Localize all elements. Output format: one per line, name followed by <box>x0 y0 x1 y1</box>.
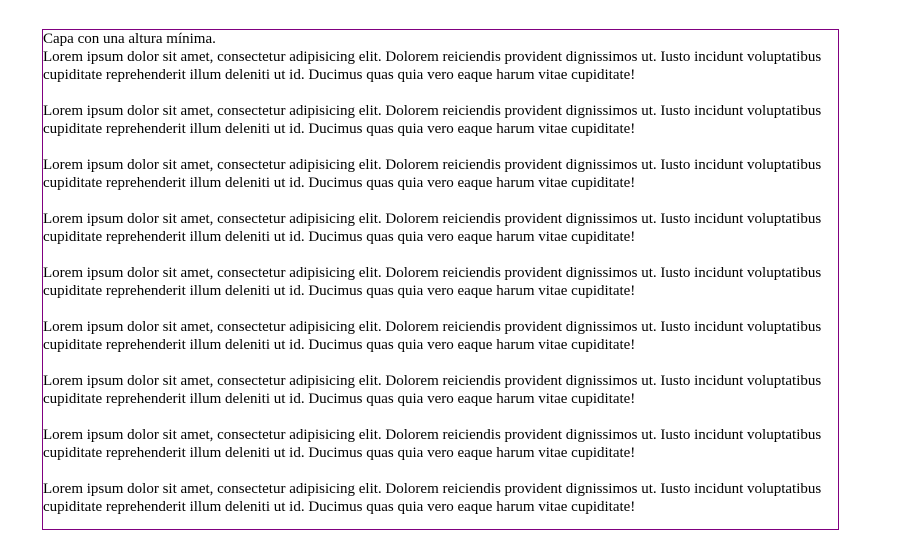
box-title: Capa con una altura mínima. <box>43 31 216 47</box>
min-height-box <box>42 29 839 530</box>
lorem-paragraph: Lorem ipsum dolor sit amet, consectetur adipisicing elit. Dolorem reiciendis provident dignissimos ut. Iusto incidunt voluptatibus cupiditate reprehenderit illum deleniti ut id. Ducimus quas quia vero eaque harum vitae cupiditate! <box>43 373 822 407</box>
lorem-paragraph: Lorem ipsum dolor sit amet, consectetur adipisicing elit. Dolorem reiciendis provident dignissimos ut. Iusto incidunt voluptatibus cupiditate reprehenderit illum deleniti ut id. Ducimus quas quia vero eaque harum vitae cupiditate! <box>43 427 822 461</box>
lorem-paragraph: Lorem ipsum dolor sit amet, consectetur adipisicing elit. Dolorem reiciendis provident dignissimos ut. Iusto incidunt voluptatibus cupiditate reprehenderit illum deleniti ut id. Ducimus quas quia vero eaque harum vitae cupiditate! <box>43 265 822 299</box>
lorem-paragraph: Lorem ipsum dolor sit amet, consectetur adipisicing elit. Dolorem reiciendis provident dignissimos ut. Iusto incidunt voluptatibus cupiditate reprehenderit illum deleniti ut id. Ducimus quas quia vero eaque harum vitae cupiditate! <box>43 49 822 83</box>
lorem-paragraph: Lorem ipsum dolor sit amet, consectetur adipisicing elit. Dolorem reiciendis provident dignissimos ut. Iusto incidunt voluptatibus cupiditate reprehenderit illum deleniti ut id. Ducimus quas quia vero eaque harum vitae cupiditate! <box>43 157 822 191</box>
lorem-paragraph: Lorem ipsum dolor sit amet, consectetur adipisicing elit. Dolorem reiciendis provident dignissimos ut. Iusto incidunt voluptatibus cupiditate reprehenderit illum deleniti ut id. Ducimus quas quia vero eaque harum vitae cupiditate! <box>43 481 822 515</box>
lorem-paragraph: Lorem ipsum dolor sit amet, consectetur adipisicing elit. Dolorem reiciendis provident dignissimos ut. Iusto incidunt voluptatibus cupiditate reprehenderit illum deleniti ut id. Ducimus quas quia vero eaque harum vitae cupiditate! <box>43 103 822 137</box>
lorem-paragraph: Lorem ipsum dolor sit amet, consectetur adipisicing elit. Dolorem reiciendis provident dignissimos ut. Iusto incidunt voluptatibus cupiditate reprehenderit illum deleniti ut id. Ducimus quas quia vero eaque harum vitae cupiditate! <box>43 319 822 353</box>
lorem-paragraph: Lorem ipsum dolor sit amet, consectetur adipisicing elit. Dolorem reiciendis provident dignissimos ut. Iusto incidunt voluptatibus cupiditate reprehenderit illum deleniti ut id. Ducimus quas quia vero eaque harum vitae cupiditate! <box>43 211 822 245</box>
